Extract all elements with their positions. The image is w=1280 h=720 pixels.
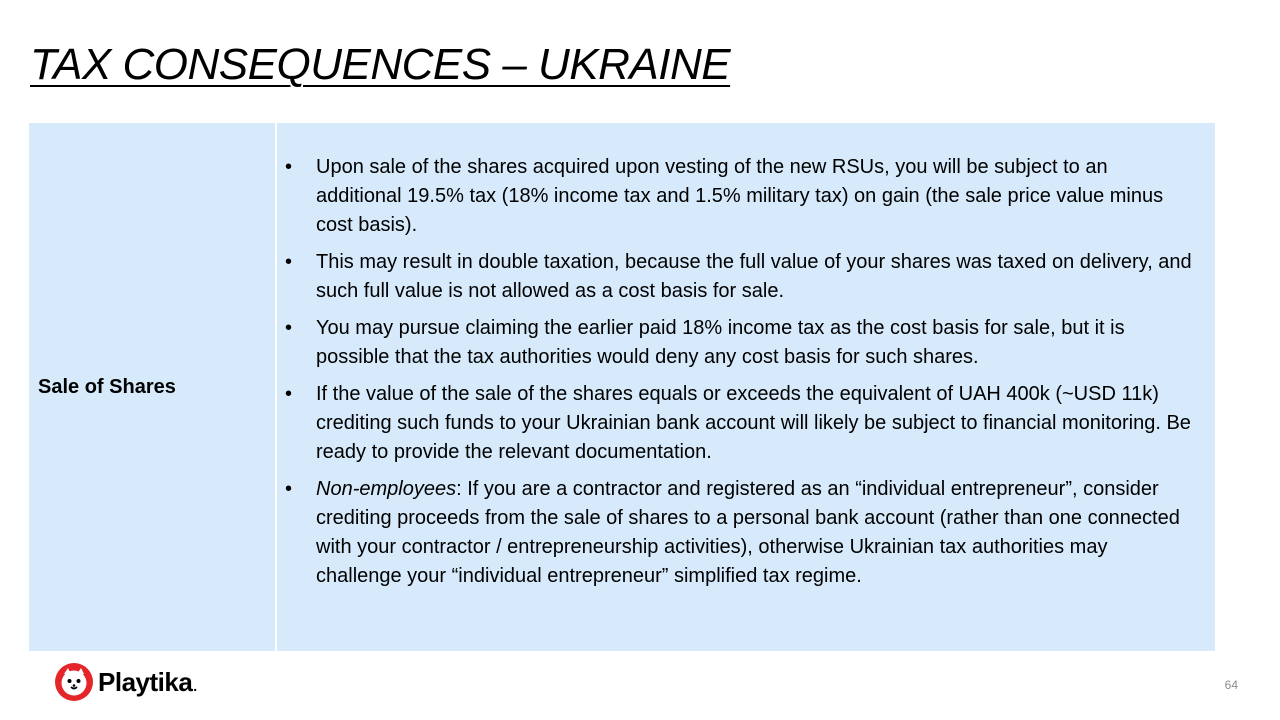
bullet-text: Upon sale of the shares acquired upon vesting of the new RSUs, you will be subject to an additional 19.5% tax (18% income tax and 1.5% military tax) on gain (the sale price value minus cost basis). (316, 156, 1164, 236)
bullet-text: If the value of the sale of the shares equals or exceeds the equivalent of UAH 400k (~USD 11k) crediting such funds to your Ukrainian bank account will likely be subject to financial monitoring. Be ready to provide the relevant documentation. (316, 383, 1191, 463)
bullet-emphasis: Non-employees (316, 478, 457, 500)
bullet-item (285, 153, 1195, 240)
row-content-cell (277, 123, 1215, 651)
content-table (29, 123, 1215, 651)
bullet-item (285, 475, 1195, 591)
bullet-text: You may pursue claiming the earlier paid 18% income tax as the cost basis for sale, but it is possible that the tax authorities would deny any cost basis for such shares. (316, 317, 1125, 368)
page-number: 64 (1224, 678, 1238, 692)
row-label-cell (29, 123, 277, 651)
bullet-text: This may result in double taxation, because the full value of your shares was taxed on delivery, and such full value is not allowed as a cost basis for sale. (316, 251, 1192, 302)
bullet-item (285, 380, 1195, 467)
bullet-item (285, 314, 1195, 372)
slide-title: TAX CONSEQUENCES – UKRAINE (30, 40, 731, 89)
bullet-item (285, 248, 1195, 306)
playtika-logo (54, 662, 197, 702)
bullet-text: : If you are a contractor and registered as an “individual entrepreneur”, consider crediting proceeds from the sale of shares to a personal bank account (rather than one connected with your contractor / entrepreneurship activities), otherwise Ukrainian tax authorities may challenge your “individual entrepreneur” simplified tax regime. (316, 478, 1180, 587)
logo-dot: . (193, 678, 198, 694)
leopard-head-icon (54, 662, 94, 702)
row-label: Sale of Shares (38, 375, 176, 398)
logo-wordmark: Playtika (98, 666, 193, 697)
bullet-list (285, 153, 1195, 591)
